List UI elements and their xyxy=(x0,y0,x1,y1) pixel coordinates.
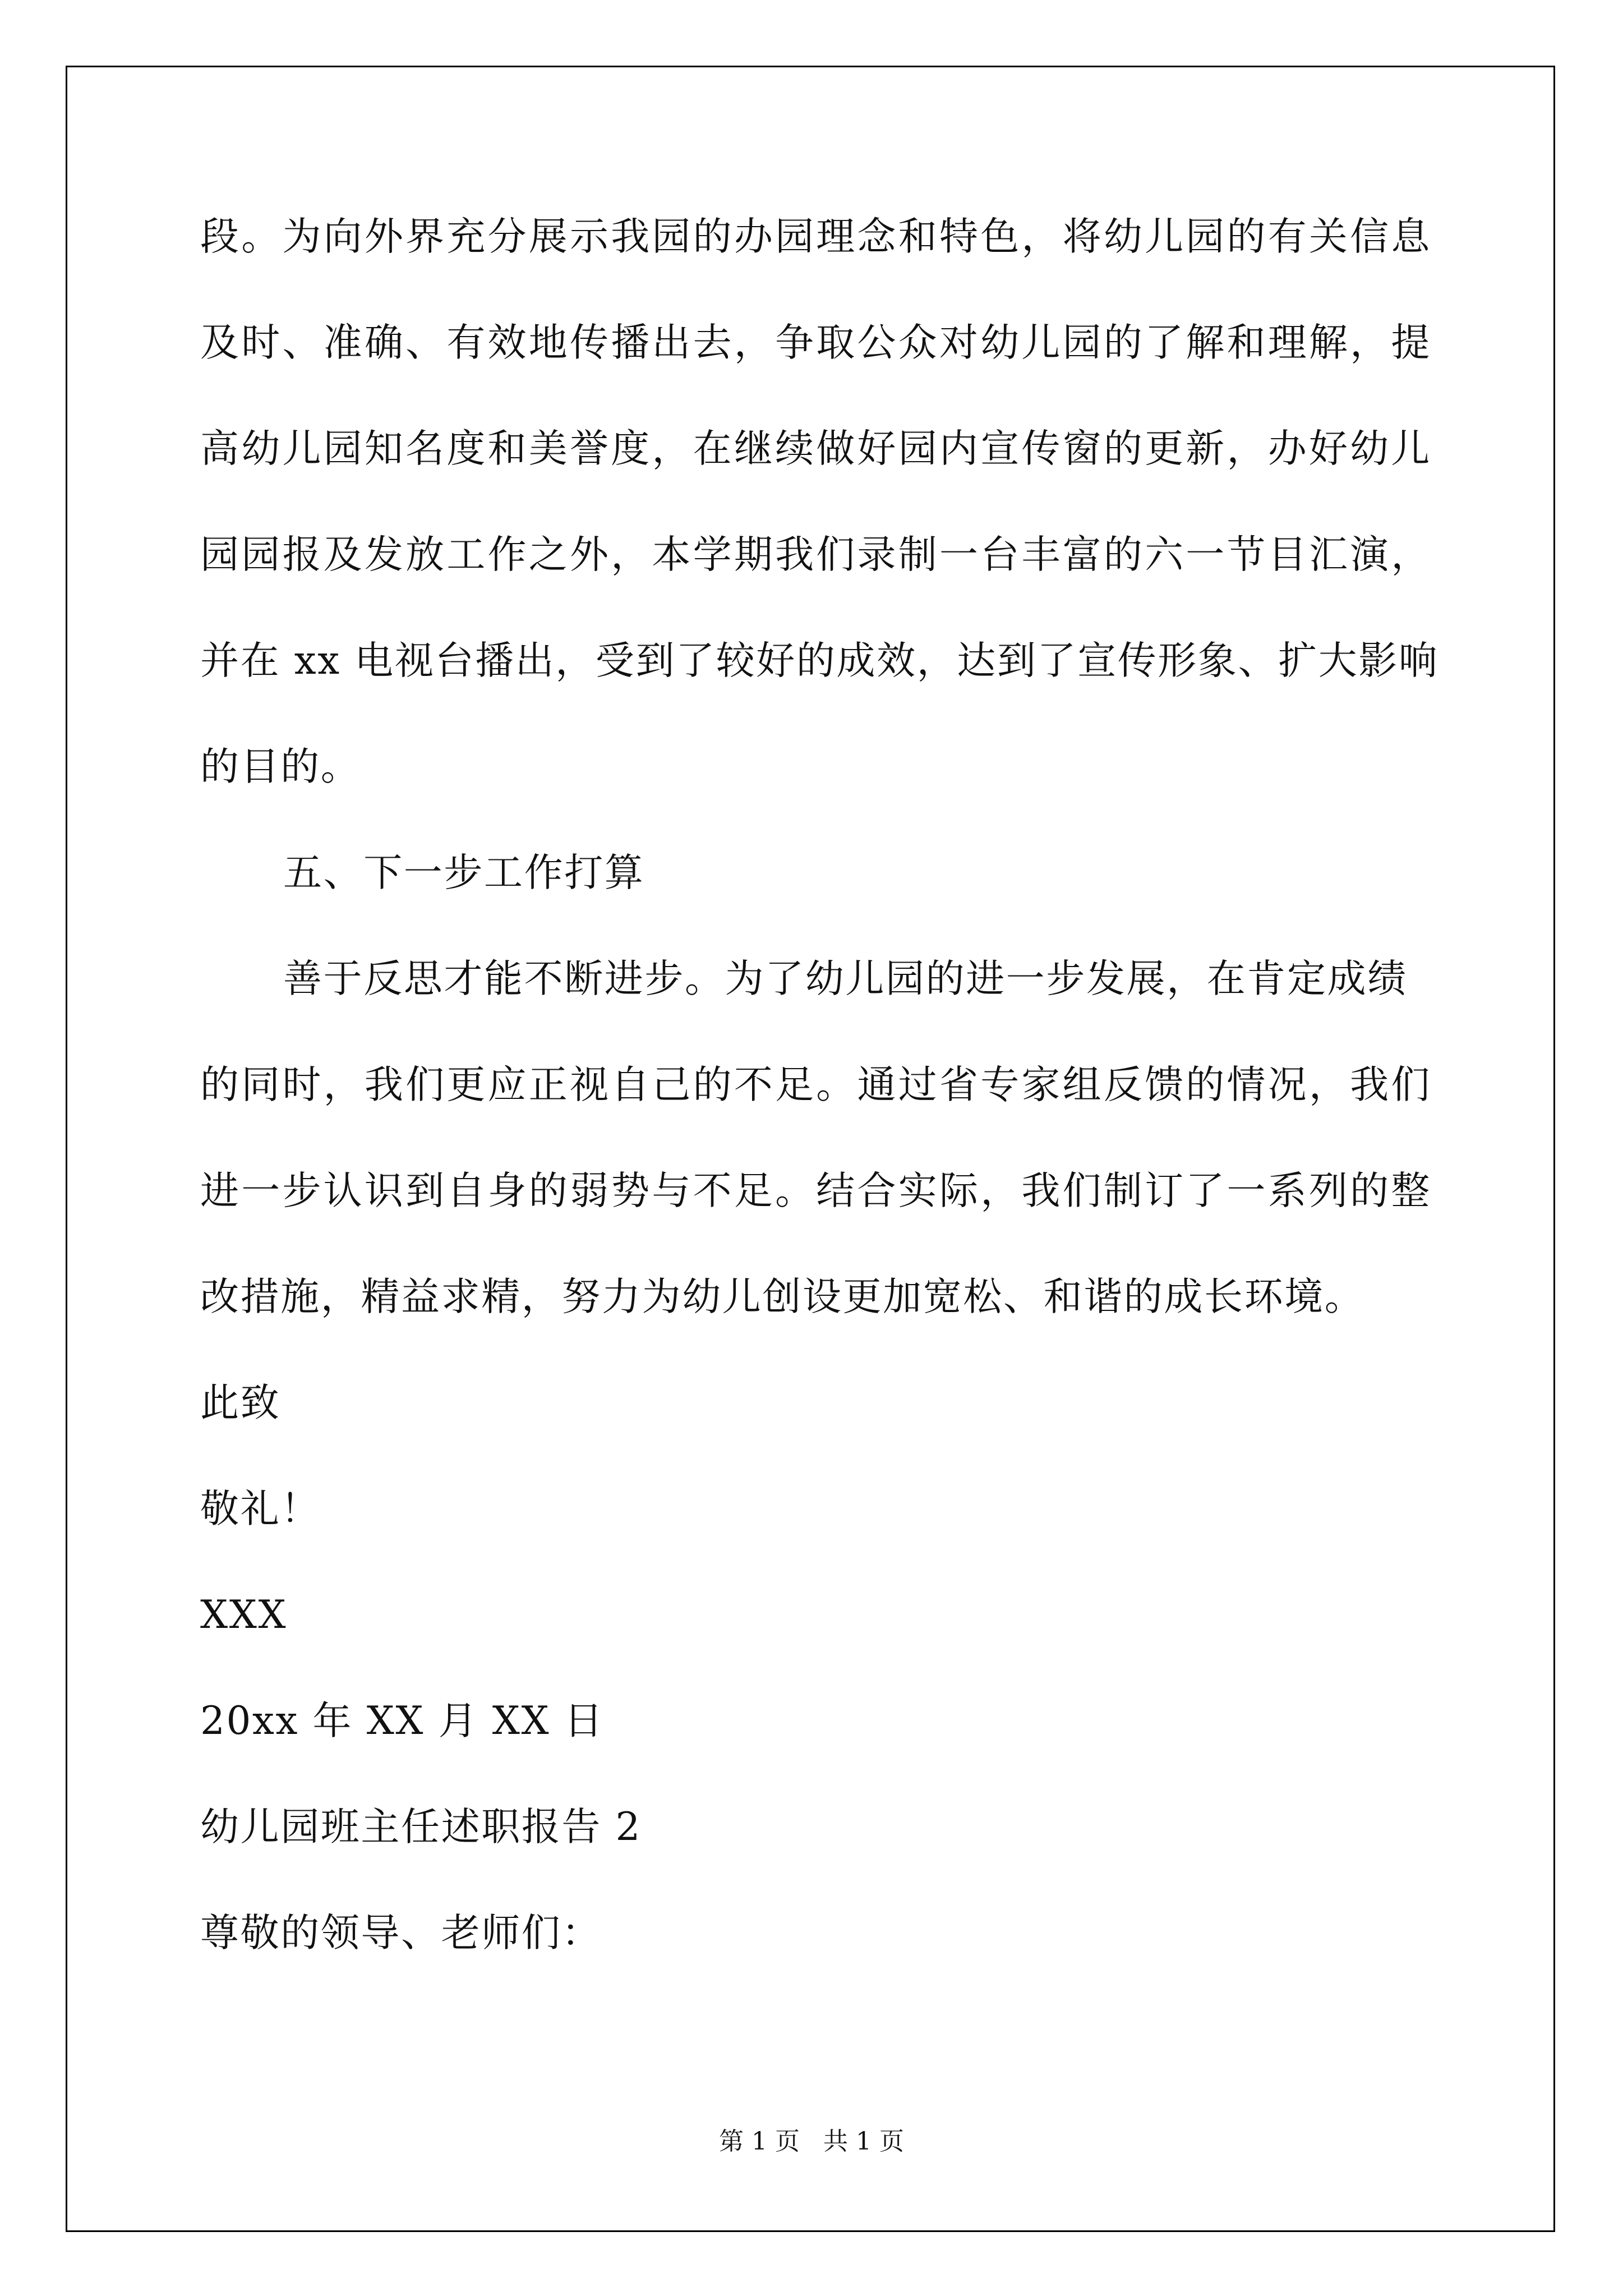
page-number-footer: 第 1 页 共 1 页 xyxy=(719,2127,904,2156)
paragraph-line: 及时、准确、有效地传播出去，争取公众对幼儿园的了解和理解，提 xyxy=(200,320,1431,365)
paragraph-line: 高幼儿园知名度和美誉度，在继续做好园内宣传窗的更新，办好幼儿 xyxy=(200,426,1431,471)
paragraph-line: 园园报及发放工作之外，本学期我们录制一台丰富的六一节目汇演， xyxy=(200,532,1431,577)
paragraph-line: 的同时，我们更应正视自己的不足。通过省专家组反馈的情况，我们 xyxy=(200,1062,1431,1107)
report-title: 幼儿园班主任述职报告 2 xyxy=(200,1805,642,1849)
paragraph-line: 段。为向外界充分展示我园的办园理念和特色，将幼儿园的有关信息 xyxy=(200,214,1431,259)
section-heading: 五、下一步工作打算 xyxy=(283,850,645,895)
page-border xyxy=(66,66,1555,2232)
signature-name: XXX xyxy=(200,1593,288,1637)
paragraph-line: 改措施，精益求精，努力为幼儿创设更加宽松、和谐的成长环境。 xyxy=(200,1274,1365,1319)
closing-salutation: 此致 xyxy=(200,1381,281,1425)
paragraph-line: 善于反思才能不断进步。为了幼儿园的进一步发展，在肯定成绩 xyxy=(283,956,1408,1001)
closing-regards: 敬礼！ xyxy=(200,1487,321,1531)
paragraph-line: 并在 xx 电视台播出，受到了较好的成效，达到了宣传形象、扩大影响 xyxy=(200,638,1439,683)
paragraph-line: 的目的。 xyxy=(200,744,361,789)
paragraph-line: 进一步认识到自身的弱势与不足。结合实际，我们制订了一系列的整 xyxy=(200,1168,1431,1213)
greeting-line: 尊敬的领导、老师们： xyxy=(200,1911,602,1955)
signature-date: 20xx 年 XX 月 XX 日 xyxy=(200,1699,605,1743)
